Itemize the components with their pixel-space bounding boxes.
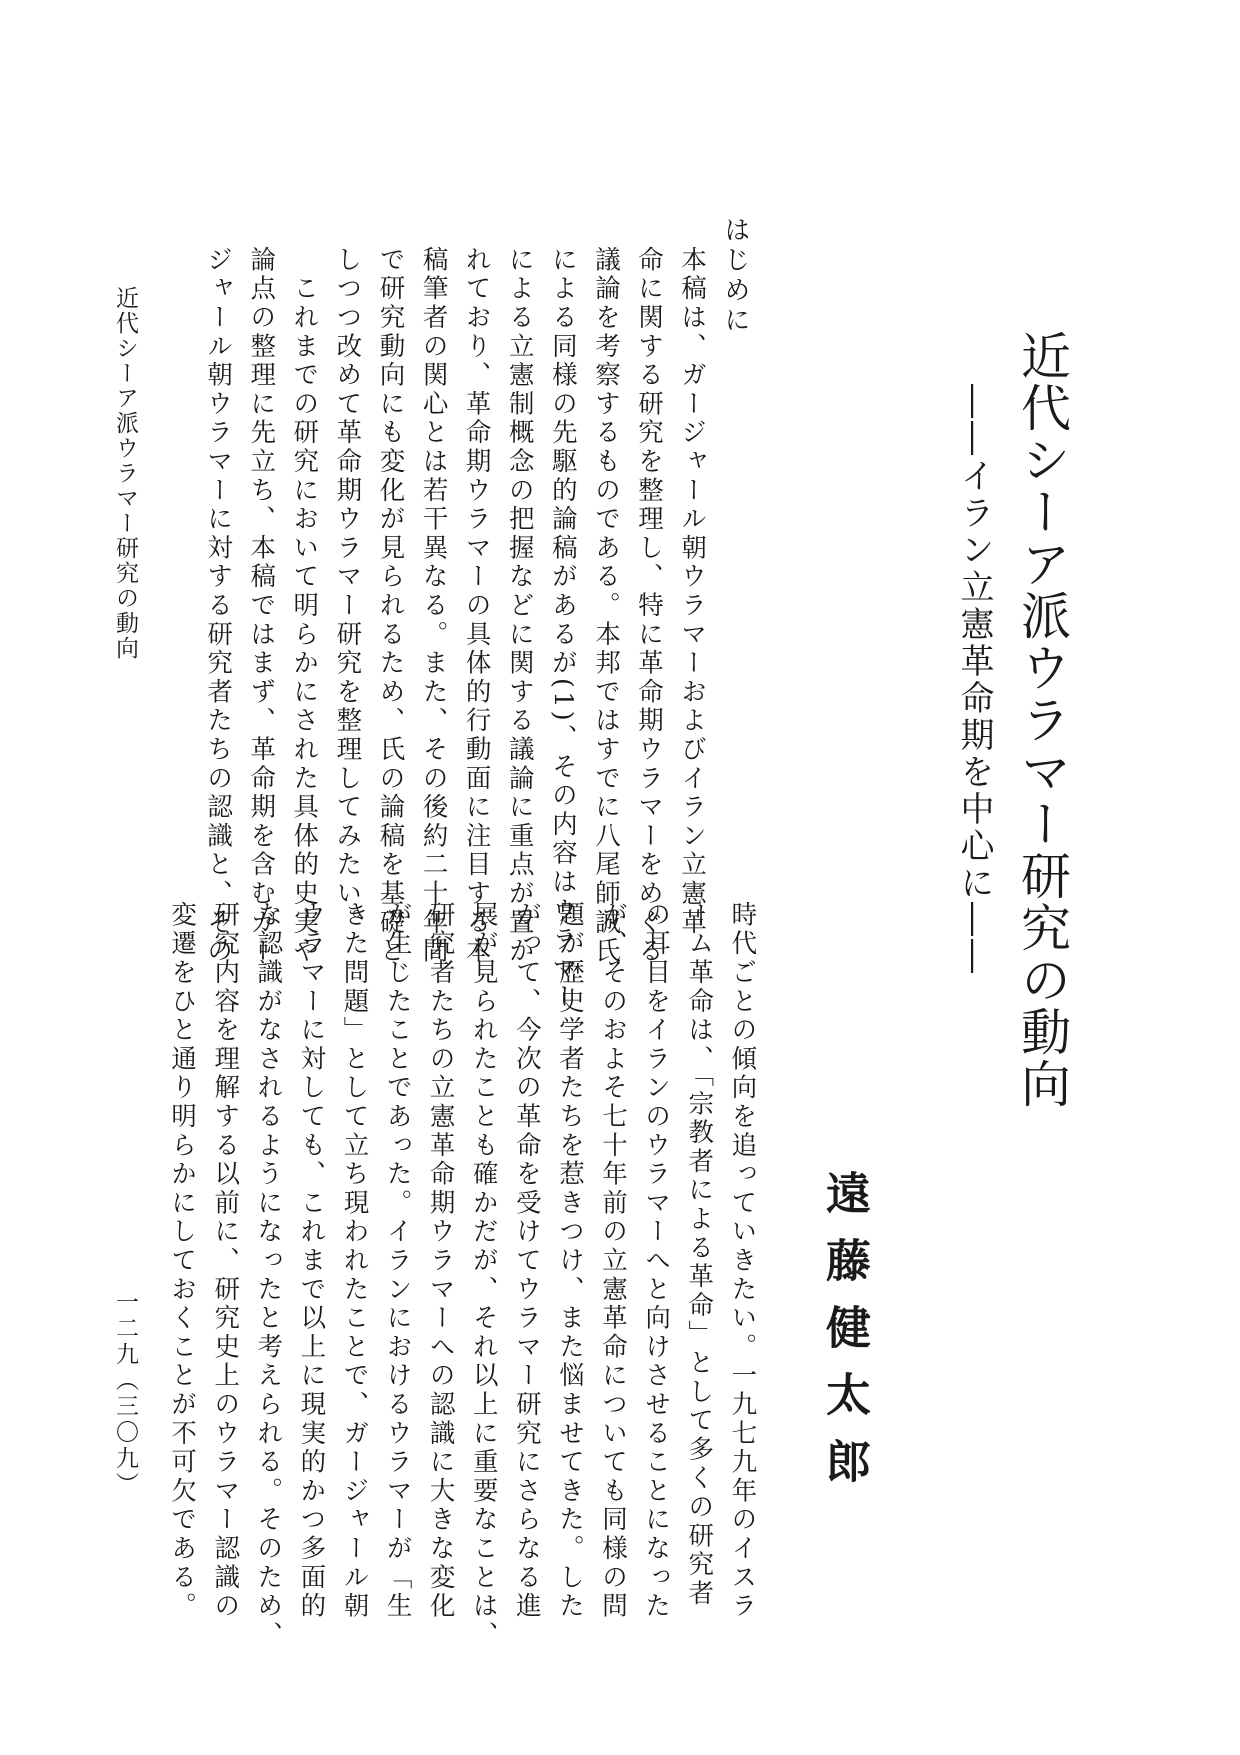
body-line: 時代ごとの傾向を追っていきたい。一九七九年のイスラ [727,901,758,1621]
body-line: 題が歴史学者たちを惹きつけ、また悩ませてきた。した [554,901,585,1621]
body-line: 命に関する研究を整理し、特に革命期ウラマーをめぐる [634,246,665,966]
page-number: 一二九（三〇九） [112,1290,138,1498]
body-line: ーム革命は、「宗教者による革命」として多くの研究者 [684,901,715,1609]
body-line: による立憲制概念の把握などに関する議論に重点が置か [504,246,535,966]
body-column-lower [160,901,763,1650]
body-line: がって、今次の革命を受けてウラマー研究にさらなる進 [511,901,542,1621]
running-title: 近代シーア派ウラマー研究の動向 [112,286,138,661]
body-line: 議論を考察するものである。本邦ではすでに八尾師誠氏 [590,246,621,966]
body-line: きた問題」として立ち現われたことで、ガージャール朝 [339,901,370,1621]
body-column-upper [196,246,713,1013]
body-line: 展が見られたことも確かだが、それ以上に重要なことは、 [468,901,499,1650]
body-line: な認識がなされるようになったと考えられる。そのため、 [253,901,284,1650]
body-line: 研究者たちの立憲革命期ウラマーへの認識に大きな変化 [425,901,456,1621]
body-line: 変遷をひと通り明らかにしておくことが不可欠である。 [167,901,198,1621]
body-line: の耳目をイランのウラマーへと向けさせることになった [641,901,672,1621]
body-line: 稿筆者の関心とは若干異なる。また、その後約二十年間 [418,246,449,966]
author-name: 遠藤健太郎 [818,1170,871,1505]
body-line: 論点の整理に先立ち、本稿ではまず、革命期を含むガー [246,246,277,966]
section-heading: はじめに [720,216,750,336]
body-line: しつつ改めて革命期ウラマー研究を整理してみたい。 [332,246,363,938]
body-line: れており、革命期ウラマーの具体的行動面に注目する本 [461,246,492,966]
body-line: 本稿は、ガージャール朝ウラマーおよびイラン立憲革 [677,246,708,938]
body-line: 研究内容を理解する以前に、研究史上のウラマー認識の [210,901,241,1621]
article-title: 近代シーア派ウラマー研究の動向 [1013,330,1071,1110]
body-line: ウラマーに対しても、これまで以上に現実的かつ多面的 [296,901,327,1621]
body-line: で研究動向にも変化が見られるため、氏の論稿を基礎と [375,246,406,966]
body-line: ジャール朝ウラマーに対する研究者たちの認識と、その [203,246,234,966]
body-line: による同様の先駆的論稿があるが(1)、その内容はウラマー [547,246,578,1013]
body-line: これまでの研究において明らかにされた具体的史実や [289,246,320,966]
body-line: が、そのおよそ七十年前の立憲革命についても同様の問 [598,901,629,1621]
body-line: が生じたことであった。イランにおけるウラマーが「生 [382,901,413,1621]
article-subtitle: ――イラン立憲革命期を中心に―― [954,384,994,976]
